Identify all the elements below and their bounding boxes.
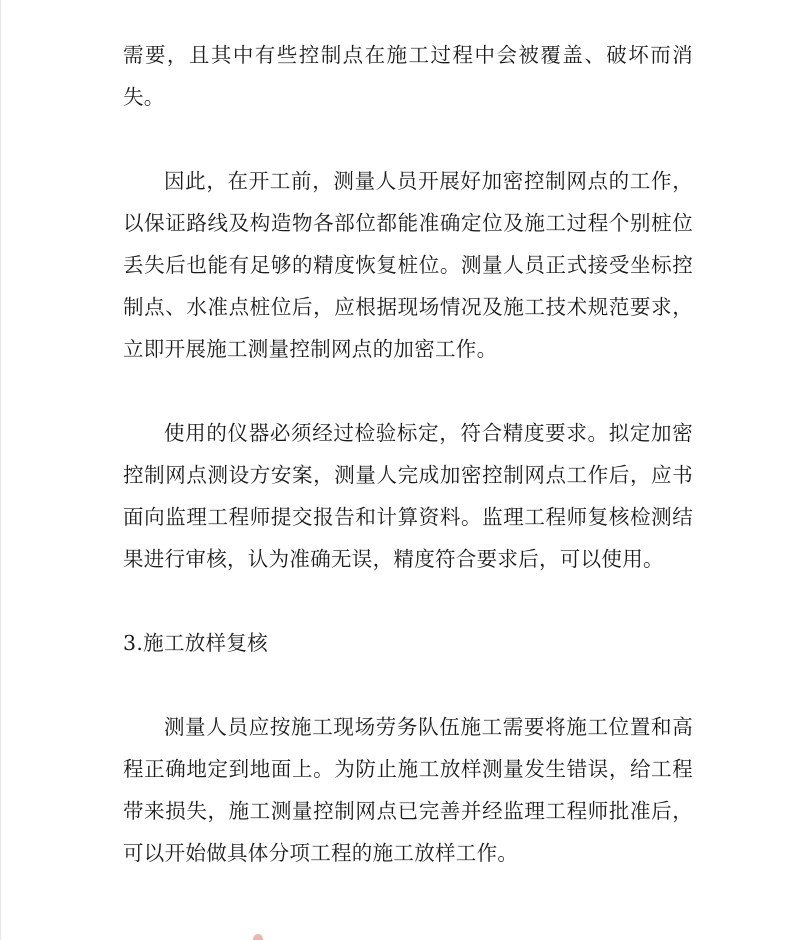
paragraph-control-network-densification: 因此，在开工前，测量人员开展好加密控制网点的工作，以保证路线及构造物各部位都能准确定位及施工过程个别桩位丢失后也能有足够的精度恢复桩位。测量人员正式接受坐标控制点、水准点桩位后，应根据现场情况及施工技术规范要求，立即开展施工测量控制网点的加密工作。 — [123, 169, 693, 361]
page-edge-mark — [253, 934, 263, 940]
paragraph-instrument-calibration: 使用的仪器必须经过检验标定，符合精度要求。拟定加密控制网点测设方安案，测量人完成加密控制网点工作后，应书面向监理工程师提交报告和计算资料。监理工程师复核检测结果进行审核，认为准确无误，精度符合要求后，可以使用。 — [123, 421, 693, 571]
paragraph-continuation: 需要，且其中有些控制点在施工过程中会被覆盖、破坏而消失。 — [123, 43, 693, 109]
paragraph-stakeout-review: 测量人员应按施工现场劳务队伍施工需要将施工位置和高程正确地定到地面上。为防止施工放样测量发生错误，给工程带来损失，施工测量控制网点已完善并经监理工程师批准后，可以开始做具体分项工程的施工放样工作。 — [123, 715, 693, 865]
section-heading: 3.施工放样复核 — [123, 631, 268, 655]
document-body — [123, 34, 693, 916]
